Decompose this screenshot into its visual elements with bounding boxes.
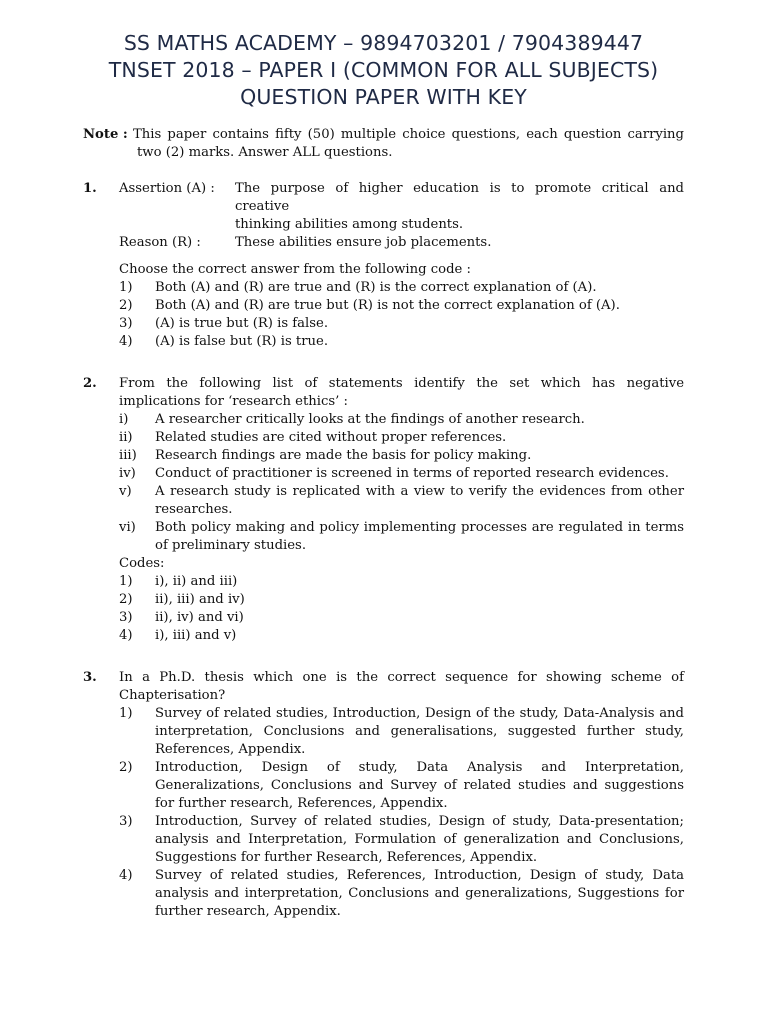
option-label: 1)	[119, 280, 133, 295]
option-label: 3)	[119, 814, 133, 829]
question-2	[83, 375, 684, 645]
option-text: i), ii) and iii)	[155, 574, 238, 589]
option	[119, 279, 684, 297]
option-text: Survey of related studies, References, Introduction, Design of study, Data analysis and interpretation, Conclusions and generalizations, Suggestions for further research, Appendix.	[155, 868, 684, 919]
option	[119, 705, 684, 759]
statement	[119, 429, 684, 447]
question-stem: From the following list of statements identify the set which has negative implications for ‘research ethics’ :	[119, 376, 684, 409]
header-exam-line: TNSET 2018 – PAPER I (COMMON FOR ALL SUBJECTS)	[108, 58, 659, 82]
option	[119, 867, 684, 921]
option	[119, 573, 684, 591]
option-text: Introduction, Design of study, Data Analysis and Interpretation, Generalizations, Conclusions and Survey of related studies and suggestions for further research, References, Appendix.	[155, 760, 684, 811]
note-line-1: This paper contains fifty (50) multiple choice questions, each question carrying	[133, 127, 684, 142]
assertion-line-2: thinking abilities among students.	[235, 217, 464, 232]
statement-text: Research findings are made the basis for policy making.	[155, 448, 532, 463]
option-label: 3)	[119, 610, 133, 625]
option	[119, 627, 684, 645]
option-text: Introduction, Survey of related studies, Design of study, Data-presentation; analysis and Interpretation, Formulation of generalization and Conclusions, Suggestions for further Research, References, Appendix.	[155, 814, 684, 865]
question-3	[83, 669, 684, 921]
statement-text: A research study is replicated with a view to verify the evidences from other researches.	[155, 484, 684, 517]
codes-label: Codes:	[119, 556, 165, 571]
option-label: 4)	[119, 868, 133, 883]
statement	[119, 447, 684, 465]
option-label: 4)	[119, 334, 133, 349]
statement	[119, 465, 684, 483]
header-academy-line: SS MATHS ACADEMY – 9894703201 / 7904389447	[123, 31, 644, 55]
assertion-text	[235, 180, 684, 234]
header-key-line: QUESTION PAPER WITH KEY	[240, 85, 527, 109]
option-text: i), iii) and v)	[155, 628, 237, 643]
statement-text: Related studies are cited without proper references.	[155, 430, 507, 445]
option-text: ii), iii) and iv)	[155, 592, 245, 607]
statement-text: Both policy making and policy implementing processes are regulated in terms of preliminary studies.	[155, 520, 684, 553]
option-label: 2)	[119, 760, 133, 775]
option-text: ii), iv) and vi)	[155, 610, 244, 625]
option	[119, 609, 684, 627]
question-stem: In a Ph.D. thesis which one is the correct sequence for showing scheme of Chapterisation?	[119, 670, 684, 703]
note-block	[83, 126, 684, 162]
reason-text: These abilities ensure job placements.	[235, 235, 492, 250]
reason-row	[119, 234, 684, 252]
option-label: 2)	[119, 298, 133, 313]
question-content	[119, 180, 684, 351]
option-label: 1)	[119, 706, 133, 721]
statement	[119, 519, 684, 555]
question-number: 2.	[83, 376, 97, 391]
statement-label: v)	[119, 484, 132, 499]
question-number: 1.	[83, 181, 97, 196]
question-content	[119, 669, 684, 921]
question-content	[119, 375, 684, 645]
statement-label: iii)	[119, 448, 137, 463]
note-text	[133, 126, 684, 162]
note-label: Note :	[83, 127, 128, 142]
assertion-label: Assertion (A) :	[119, 181, 215, 196]
option-text: Both (A) and (R) are true but (R) is not the correct explanation of (A).	[155, 298, 620, 313]
note-line-2: two (2) marks. Answer ALL questions.	[137, 145, 393, 160]
question-1	[83, 180, 684, 351]
option-text: (A) is true but (R) is false.	[155, 316, 329, 331]
option	[119, 315, 684, 333]
option	[119, 333, 684, 351]
option-text: Both (A) and (R) are true and (R) is the correct explanation of (A).	[155, 280, 597, 295]
option	[119, 591, 684, 609]
assertion-line-1: The purpose of higher education is to promote critical and creative	[235, 181, 684, 214]
reason-label: Reason (R) :	[119, 235, 201, 250]
option	[119, 297, 684, 315]
option-label: 1)	[119, 574, 133, 589]
option	[119, 759, 684, 813]
assertion-row	[119, 180, 684, 234]
option-label: 4)	[119, 628, 133, 643]
option	[119, 813, 684, 867]
statement-label: iv)	[119, 466, 136, 481]
option-text: (A) is false but (R) is true.	[155, 334, 329, 349]
statement-label: i)	[119, 412, 129, 427]
statement	[119, 411, 684, 429]
statement-text: A researcher critically looks at the findings of another research.	[155, 412, 585, 427]
question-body	[83, 126, 684, 921]
statement-label: ii)	[119, 430, 133, 445]
statement-text: Conduct of practitioner is screened in terms of reported research evidences.	[155, 466, 669, 481]
statement	[119, 483, 684, 519]
option-label: 3)	[119, 316, 133, 331]
option-text: Survey of related studies, Introduction, Design of the study, Data-Analysis and interpretation, Conclusions and generalisations, suggested further study, References, Appendix.	[155, 706, 684, 757]
statement-label: vi)	[119, 520, 136, 535]
question-number: 3.	[83, 670, 97, 685]
page-header	[83, 0, 684, 111]
choose-instruction: Choose the correct answer from the following code :	[119, 262, 471, 277]
option-label: 2)	[119, 592, 133, 607]
